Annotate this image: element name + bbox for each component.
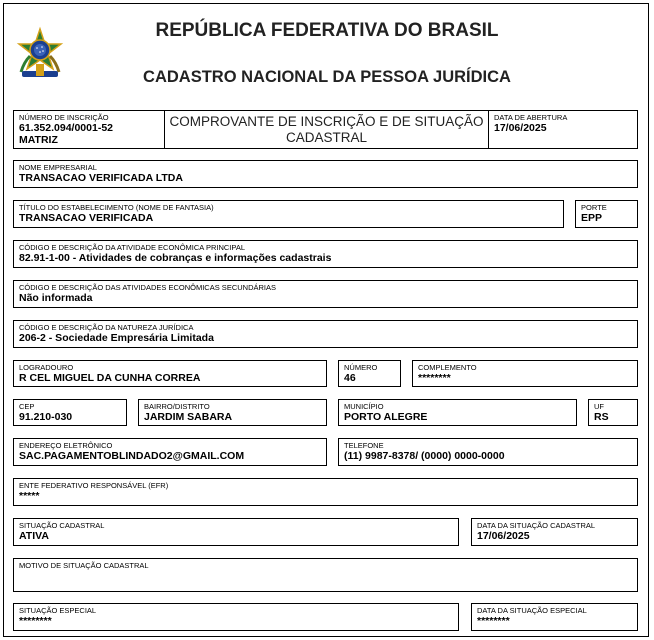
registry-title: CADASTRO NACIONAL DA PESSOA JURÍDICA [143, 68, 511, 86]
status-label: SITUAÇÃO CADASTRAL [19, 521, 105, 530]
city-box [338, 399, 577, 426]
legal-nature-label: CÓDIGO E DESCRIÇÃO DA NATUREZA JURÍDICA [19, 323, 194, 332]
street-box [13, 360, 327, 387]
phone-value: (11) 9987-8378/ (0000) 0000-0000 [344, 450, 505, 462]
district-box [138, 399, 327, 426]
inscription-number-box [13, 110, 165, 149]
zip-value: 91.210-030 [19, 411, 73, 423]
document-title-line1: COMPROVANTE DE INSCRIÇÃO E DE SITUAÇÃO [169, 114, 484, 129]
trade-name-label: TÍTULO DO ESTABELECIMENTO (NOME DE FANTASIA) [19, 203, 214, 212]
special-status-value: ******** [19, 615, 52, 627]
secondary-activities-box [13, 280, 638, 308]
status-date-label: DATA DA SITUAÇÃO CADASTRAL [477, 521, 596, 530]
street-label: LOGRADOURO [19, 363, 74, 372]
legal-nature-value: 206-2 - Sociedade Empresária Limitada [19, 332, 214, 344]
district-label: BAIRRO/DISTRITO [144, 402, 210, 411]
inscription-type-value: MATRIZ [19, 134, 58, 146]
trade-name-value: TRANSACAO VERIFICADA [19, 212, 154, 224]
status-value: ATIVA [19, 530, 49, 542]
inscription-number-value: 61.352.094/0001-52 [19, 122, 114, 134]
special-status-label: SITUAÇÃO ESPECIAL [19, 606, 97, 615]
efr-label: ENTE FEDERATIVO RESPONSÁVEL (EFR) [19, 481, 169, 490]
state-label: UF [594, 402, 604, 411]
document-title-line2: CADASTRAL [285, 130, 368, 145]
zip-box [13, 399, 127, 426]
company-name-value: TRANSACAO VERIFICADA LTDA [19, 172, 183, 184]
opening-date-label: DATA DE ABERTURA [494, 113, 568, 122]
main-activity-value: 82.91-1-00 - Atividades de cobranças e informações cadastrais [19, 252, 332, 264]
street-number-value: 46 [344, 372, 356, 384]
complement-value: ******** [418, 372, 451, 384]
legal-nature-box [13, 320, 638, 348]
main-activity-label: CÓDIGO E DESCRIÇÃO DA ATIVIDADE ECONÔMICA PRINCIPAL [19, 243, 246, 252]
complement-label: COMPLEMENTO [418, 363, 477, 372]
street-value: R CEL MIGUEL DA CUNHA CORREA [19, 372, 201, 384]
company-size-box [575, 200, 638, 228]
city-value: PORTO ALEGRE [344, 411, 428, 423]
status-date-box [471, 518, 638, 546]
special-status-date-label: DATA DA SITUAÇÃO ESPECIAL [477, 606, 587, 615]
efr-value: ***** [19, 490, 40, 502]
status-reason-box [13, 558, 638, 592]
document-title-box [164, 110, 489, 149]
secondary-activities-label: CÓDIGO E DESCRIÇÃO DAS ATIVIDADES ECONÔMICAS SECUNDÁRIAS [19, 283, 276, 292]
company-name-box [13, 160, 638, 188]
email-label: ENDEREÇO ELETRÔNICO [19, 441, 113, 450]
company-name-label: NOME EMPRESARIAL [19, 163, 97, 172]
main-activity-box [13, 240, 638, 268]
republic-title: REPÚBLICA FEDERATIVA DO BRASIL [155, 20, 499, 41]
opening-date-box [488, 110, 638, 149]
special-status-date-box [471, 603, 638, 631]
inscription-number-label: NÚMERO DE INSCRIÇÃO [19, 113, 109, 122]
state-value: RS [594, 411, 609, 423]
secondary-activities-value: Não informada [19, 292, 93, 304]
email-box [13, 438, 327, 466]
email-value: SAC.PAGAMENTOBLINDADO2@GMAIL.COM [19, 450, 245, 462]
opening-date-value: 17/06/2025 [494, 122, 547, 134]
street-number-label: NÚMERO [344, 363, 378, 372]
status-reason-label: MOTIVO DE SITUAÇÃO CADASTRAL [19, 561, 149, 570]
trade-name-box [13, 200, 564, 228]
street-number-box [338, 360, 401, 387]
company-size-label: PORTE [581, 203, 607, 212]
complement-box [412, 360, 638, 387]
special-status-box [13, 603, 459, 631]
phone-label: TELEFONE [344, 441, 384, 450]
city-label: MUNICÍPIO [344, 402, 384, 411]
status-date-value: 17/06/2025 [477, 530, 530, 542]
state-box [588, 399, 638, 426]
zip-label: CEP [19, 402, 35, 411]
efr-box [13, 478, 638, 506]
district-value: JARDIM SABARA [144, 411, 233, 423]
status-box [13, 518, 459, 546]
company-size-value: EPP [581, 212, 603, 224]
phone-box [338, 438, 638, 466]
special-status-date-value: ******** [477, 615, 510, 627]
